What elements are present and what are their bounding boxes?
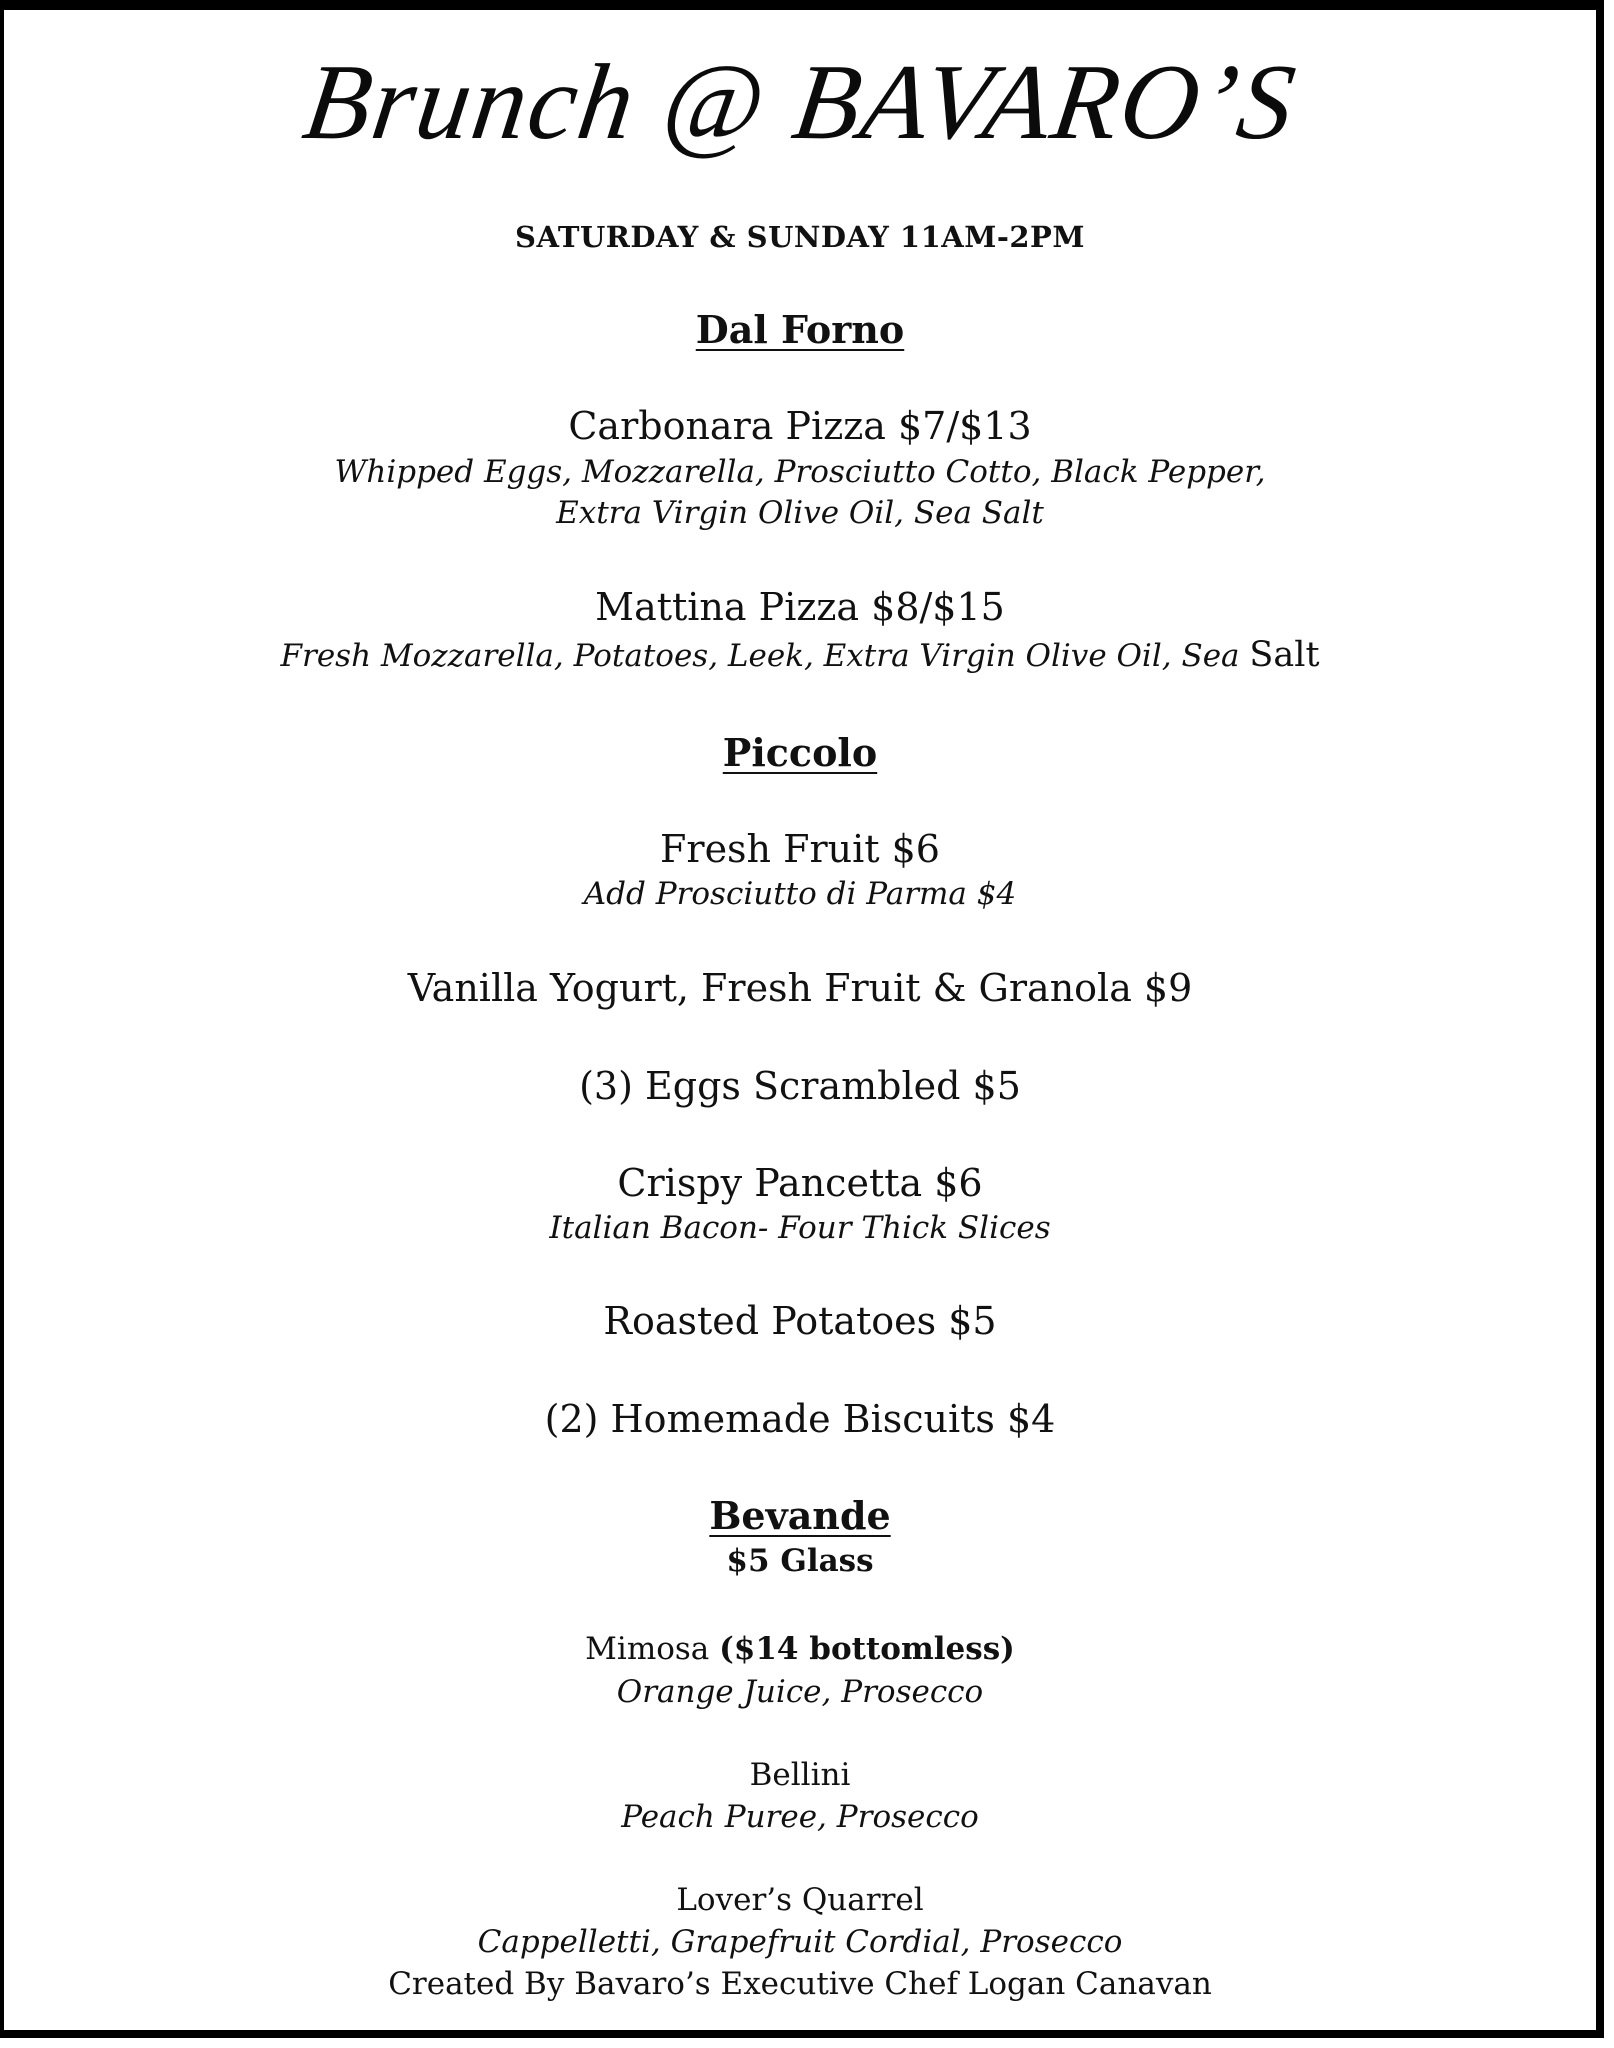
drink-item-mimosa <box>4 1628 1596 1670</box>
drink-item-bellini: Bellini <box>749 1757 851 1793</box>
section-heading-bevande: Bevande <box>709 1493 891 1538</box>
menu-item-carbonara-pizza: Carbonara Pizza $7/$13 <box>568 404 1032 448</box>
drink-extra-mimosa: ($14 bottomless) <box>719 1631 1015 1667</box>
section-heading-dal-forno: Dal Forno <box>695 307 905 352</box>
bevande-price-note: $5 Glass <box>726 1543 874 1579</box>
menu-item-mattina-pizza: Mattina Pizza $8/$15 <box>595 585 1005 629</box>
menu-item-roasted-potatoes: Roasted Potatoes $5 <box>603 1299 997 1343</box>
item-description-mattina-main: Fresh Mozzarella, Potatoes, Leek, Extra Virgin Olive Oil, Sea <box>280 638 1240 674</box>
menu-item-crispy-pancetta: Crispy Pancetta $6 <box>617 1161 983 1205</box>
section-heading-piccolo: Piccolo <box>722 730 878 775</box>
drink-description-mimosa: Orange Juice, Prosecco <box>616 1674 984 1710</box>
item-description-fresh-fruit: Add Prosciutto di Parma $4 <box>583 876 1017 912</box>
menu-item-fresh-fruit: Fresh Fruit $6 <box>660 827 940 871</box>
chef-credit: Created By Bavaro’s Executive Chef Logan Canavan <box>388 1966 1212 2002</box>
drink-item-lovers-quarrel: Lover’s Quarrel <box>676 1882 924 1918</box>
item-description-mattina <box>4 634 1596 677</box>
item-description-mattina-tail: Salt <box>1249 635 1320 675</box>
drink-description-lovers-quarrel: Cappelletti, Grapefruit Cordial, Prosecco <box>477 1924 1123 1960</box>
drink-description-bellini: Peach Puree, Prosecco <box>621 1799 979 1835</box>
item-description-carbonara-line2: Extra Virgin Olive Oil, Sea Salt <box>556 495 1044 531</box>
item-description-carbonara-line1: Whipped Eggs, Mozzarella, Prosciutto Cotto, Black Pepper, <box>334 454 1266 490</box>
menu-title: Brunch @ BAVARO’S <box>296 43 1304 162</box>
menu-item-vanilla-yogurt: Vanilla Yogurt, Fresh Fruit & Granola $9 <box>407 966 1193 1010</box>
drink-name-mimosa: Mimosa <box>585 1631 710 1667</box>
menu-item-homemade-biscuits: (2) Homemade Biscuits $4 <box>544 1397 1056 1441</box>
menu-item-eggs-scrambled: (3) Eggs Scrambled $5 <box>579 1064 1021 1108</box>
brunch-hours: SATURDAY & SUNDAY 11AM-2PM <box>515 220 1085 254</box>
item-description-crispy-pancetta: Italian Bacon- Four Thick Slices <box>549 1210 1051 1246</box>
